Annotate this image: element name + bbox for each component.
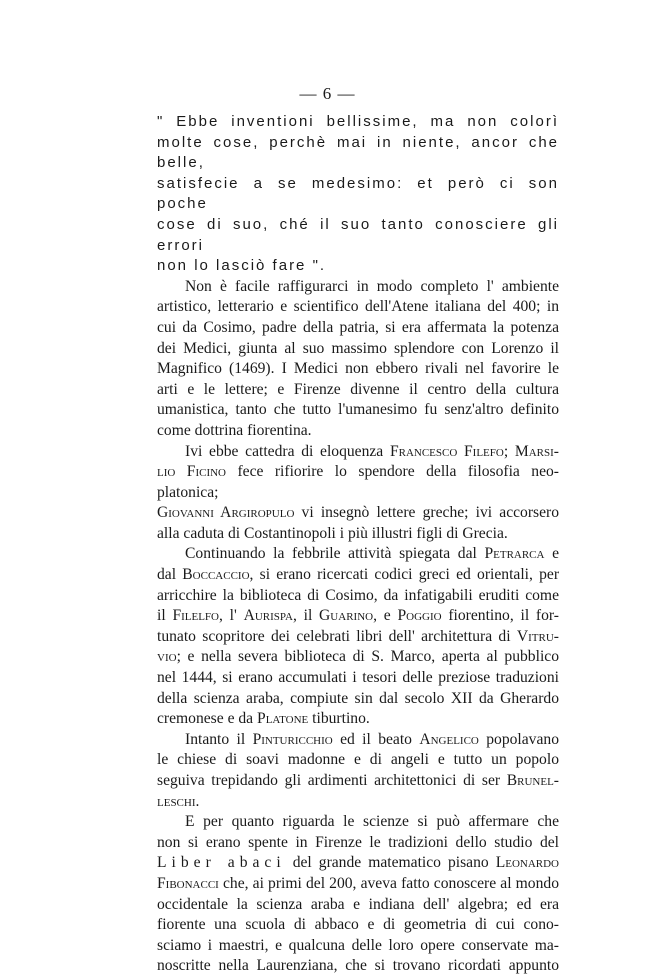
text-segment: , l' xyxy=(219,607,244,625)
text-line xyxy=(157,709,559,730)
text-line xyxy=(157,627,559,648)
text-line: della scienza araba, compiute sin dal secolo XII da Gherardo xyxy=(157,689,559,707)
name-vitruvio-part: vio xyxy=(157,648,177,666)
quote-line: non lo lasciò fare ". xyxy=(157,257,327,275)
text-line: cui da Cosimo, padre della patria, si era affermata la potenza xyxy=(157,318,559,336)
page-body xyxy=(157,112,559,977)
quote-line: cose di suo, ché il suo tanto conosciere gli errori xyxy=(157,215,559,254)
text-line: alla caduta di Costantinopoli i più illustri figli di Grecia. xyxy=(157,524,508,542)
quote-line: " Ebbe inventioni bellissime, ma non colorì xyxy=(157,113,559,130)
text-line xyxy=(157,647,559,668)
name-fibonacci: Fibonacci xyxy=(157,874,219,892)
name-filelfo: Filelfo xyxy=(172,607,219,625)
text-segment: . xyxy=(195,792,200,810)
text-segment: fece rifiorire lo spendore della filosofia neo-platonica; xyxy=(157,463,559,501)
text-line xyxy=(157,853,559,874)
name-poggio: Poggio xyxy=(397,607,442,625)
text-line: noscritte nella Laurenziana, che si trovano ricordati appunto xyxy=(157,957,559,975)
name-ficino: lio Ficino xyxy=(157,463,226,481)
text-segment: , il xyxy=(292,607,320,625)
text-segment: che, ai primi del 200, aveva fatto conoscere al mondo xyxy=(218,874,559,892)
text-line: come dottrina fiorentina. xyxy=(157,421,312,439)
text-line: arricchire la biblioteca di Cosimo, da infatigabili eruditi come xyxy=(157,586,559,604)
name-filelfo: Francesco Filefo xyxy=(389,442,504,460)
paragraph-ambiente xyxy=(157,277,559,442)
name-brunelleschi-part: leschi xyxy=(157,792,196,810)
text-segment: dal xyxy=(157,566,183,584)
quote-line: molte cose, perchè mai in niente, ancor che belle, xyxy=(157,133,559,172)
text-line: E per quanto riguarda le scienze si può affermare che xyxy=(185,813,559,831)
text-line: Magnifico (1469). I Medici non ebbero rivali nel favorire le xyxy=(157,360,559,378)
name-pinturicchio: Pinturicchio xyxy=(252,730,333,748)
page-number: — 6 — xyxy=(299,84,356,103)
name-guarino: Guarino xyxy=(319,607,374,625)
text-segment: ; e nella severa biblioteca di S. Marco, aperta al pubblico xyxy=(176,648,559,666)
text-line: dei Medici, giunta al suo massimo splendore con Lorenzo il xyxy=(157,339,559,357)
text-segment: popolavano xyxy=(478,730,559,748)
name-angelico: Angelico xyxy=(419,730,479,748)
paragraph-cattedra xyxy=(157,442,559,545)
text-segment: Intanto il xyxy=(185,730,253,748)
quote-line: satisfecie a se medesimo: et però ci son poche xyxy=(157,174,559,213)
text-line: arti e le lettere; e Firenze divenne il centro della cultura xyxy=(157,380,559,398)
text-segment: tiburtino. xyxy=(308,710,370,728)
text-line: fiorente una scuola di abbaco e di geometria di cui cono- xyxy=(157,916,559,934)
text-segment: ed il beato xyxy=(332,730,420,748)
text-line: occidentale la scienza araba e indiana dell' algebra; ed era xyxy=(157,895,559,913)
text-line: umanistica, tanto che tutto l'umanesimo fu senz'altro definito xyxy=(157,401,559,419)
text-segment: seguiva trepidando gli ardimenti architettonici di ser xyxy=(157,772,507,789)
name-brunelleschi-part: Brunel- xyxy=(506,772,559,789)
text-segment: vi insegnò lettere greche; ivi accorsero xyxy=(294,504,560,522)
title-liber-abaci: Liber abaci xyxy=(157,854,286,872)
text-segment: tunato scopritore dei celebrati libri dell' architettura di xyxy=(157,627,517,645)
text-line: non si erano spente in Firenze le tradizioni dello studio del xyxy=(157,833,559,851)
text-line xyxy=(157,606,559,627)
text-line xyxy=(157,544,559,565)
name-aurispa: Aurispa xyxy=(243,607,293,625)
text-line xyxy=(157,792,559,813)
text-line xyxy=(157,565,559,586)
quotation xyxy=(157,112,559,277)
text-line xyxy=(157,442,559,463)
text-line xyxy=(157,730,559,751)
name-boccaccio: Boccaccio xyxy=(182,566,250,584)
name-petrarca: Petrarca xyxy=(484,545,545,563)
text-segment: il xyxy=(157,607,173,625)
paragraph-arte xyxy=(157,730,559,812)
text-segment: e xyxy=(544,545,560,563)
text-line: sciamo i maestri, e qualcuna delle loro opere conservate ma- xyxy=(157,936,559,954)
text-line: Non è facile raffigurarci in modo completo l' ambiente xyxy=(185,277,559,295)
text-line: le chiese di soavi madonne e di angeli e tutto un popolo xyxy=(157,751,559,769)
text-line: nel 1444, si erano accumulati i tesori delle preziose traduzioni xyxy=(157,669,559,687)
text-segment: ; xyxy=(503,442,515,460)
text-line xyxy=(157,874,559,895)
name-argiropulo: Giovanni Argiropulo xyxy=(157,504,295,522)
paragraph-scienze xyxy=(157,812,559,977)
text-line: artistico, letterario e scientifico dell'Atene italiana del 400; in xyxy=(157,298,559,316)
name-vitruvio-part: Vitru- xyxy=(516,627,559,645)
text-line xyxy=(157,503,559,524)
paragraph-biblioteca xyxy=(157,544,559,729)
name-leonardo: Leonardo xyxy=(495,854,560,872)
text-segment: cremonese e da xyxy=(157,710,258,728)
text-segment: , si erano ricercati codici greci ed orientali, per xyxy=(249,566,560,584)
name-marsilio-part: Marsi- xyxy=(514,442,559,460)
text-line xyxy=(157,771,559,792)
name-platone: Platone xyxy=(257,710,309,728)
text-segment: del grande matematico pisano xyxy=(285,854,496,872)
text-segment: Continuando la febbrile attività spiegata dal xyxy=(185,545,485,563)
text-line xyxy=(157,462,559,503)
text-segment: Ivi ebbe cattedra di eloquenza xyxy=(185,442,390,460)
text-segment: fiorentino, il for- xyxy=(441,607,559,625)
text-segment: , e xyxy=(373,607,398,625)
